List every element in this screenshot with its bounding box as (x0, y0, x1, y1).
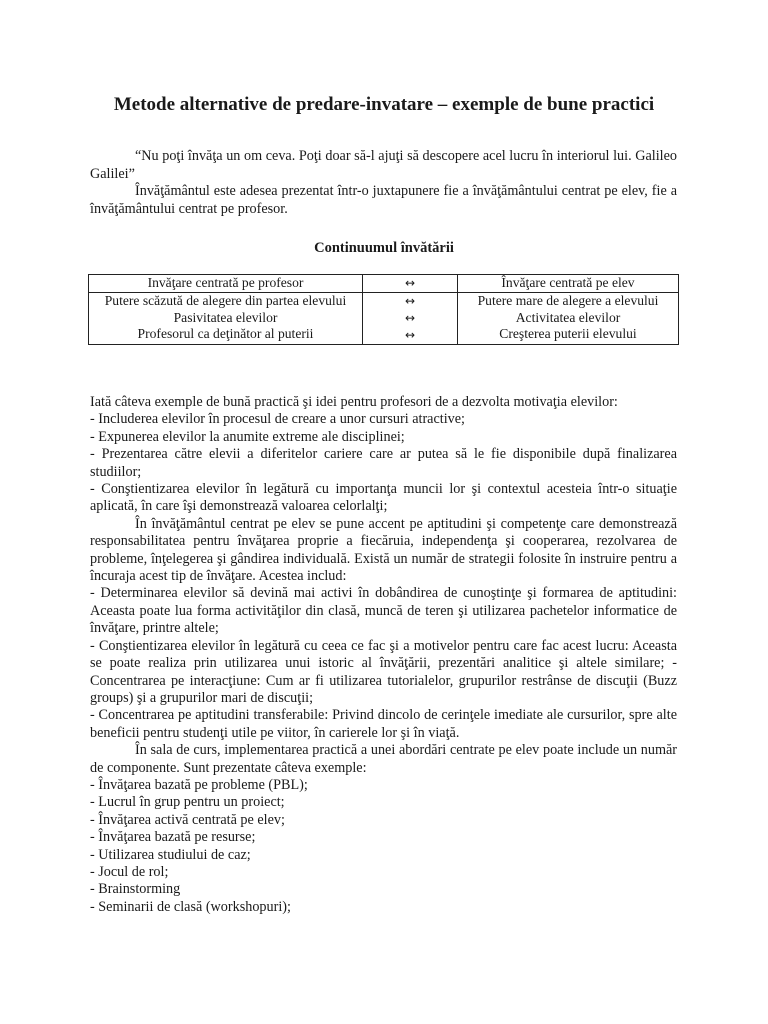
intro-paragraph: Învăţământul este adesea prezentat într-o juxtapunere fie a învăţământului centrat pe elev, fie a învăţământului centrat pe profesor. (90, 183, 677, 217)
quote-paragraph: “Nu poţi învăţa un om ceva. Poţi doar să-l ajuţi să descopere acel lucru în interiorul lui. Galileo Galilei” (90, 148, 677, 182)
continuum-table (88, 274, 679, 345)
header-student-centered: Învăţare centrată pe elev (458, 275, 679, 293)
student-item: Activitatea elevilor (515, 309, 621, 325)
list-item: - Determinarea elevilor să devină mai activi în dobândirea de cunoştinţe şi formarea de aptitudini: Aceasta poate lua forma activităţilor din clasă, muncă de teren şi utilizarea pachetelor informatice de învăţare, printre altele; (90, 585, 677, 637)
student-centered-column (458, 293, 679, 345)
double-arrow-icon: ↔ (404, 294, 416, 308)
table-body-row (89, 293, 679, 345)
intro-section (90, 148, 677, 218)
list-item: - Învăţarea activă centrată pe elev; (90, 811, 285, 828)
student-item: Creşterea puterii elevului (499, 326, 637, 341)
arrow-column (363, 293, 458, 345)
teacher-item: Putere scăzută de alegere din partea elevului (104, 293, 347, 308)
list-item: - Prezentarea către elevii a diferitelor cariere care ar putea să le fie disponibile după finalizarea studiilor; (90, 446, 677, 480)
list-item: - Utilizarea studiului de caz; (90, 846, 251, 863)
double-arrow-icon: ↔ (404, 311, 416, 325)
list-item: - Învăţarea bazată pe probleme (PBL); (90, 776, 308, 793)
list-item: - Lucrul în grup pentru un proiect; (90, 794, 285, 811)
list-item: - Conştientizarea elevilor în legătură cu importanţa muncii lor şi contextul acesteia într-o situaţie aplicată, în care îşi demonstrează valoarea celorlalţi; (90, 481, 677, 515)
list-item: - Seminarii de clasă (workshopuri); (90, 898, 291, 915)
list-item: - Includerea elevilor în procesul de creare a unor cursuri atractive; (90, 411, 465, 428)
body-paragraph: În învăţământul centrat pe elev se pune accent pe aptitudini şi competenţe care demonstrează responsabilitatea pentru învăţarea proprie a fiecăruia, independenţa şi cooperarea, rezolvarea de probleme, înţelegerea şi gândirea individuală. Există un număr de strategii folosite în instruire pentru a încuraja acest tip de învăţare. Acestea includ: (90, 515, 677, 585)
header-arrow (363, 275, 458, 293)
body-paragraph: În sala de curs, implementarea practică a unei abordări centrate pe elev poate include un număr de componente. Sunt prezentate câteva exemple: (90, 742, 677, 776)
body-section (90, 394, 677, 916)
teacher-item: Pasivitatea elevilor (173, 309, 278, 325)
double-arrow-icon: ↔ (404, 276, 416, 290)
table-header-row (89, 275, 679, 293)
teacher-item: Profesorul ca deţinător al puterii (137, 326, 314, 341)
list-item: - Conştientizarea elevilor în legătură cu ceea ce fac şi a motivelor pentru care fac acest lucru: Aceasta se poate realiza prin utilizarea unui istoric al învăţării, prezentări analitice şi altele similare; - Concentrarea pe interacţiune: Cum ar fi utilizarea tutorialelor, grupurilor restrânse de discuţii (Buzz groups) şi a grupurilor mari de discuţii; (90, 637, 677, 706)
student-item: Putere mare de alegere a elevului (477, 293, 659, 308)
double-arrow-icon: ↔ (404, 328, 416, 342)
teacher-centered-column (89, 293, 363, 345)
list-item: - Concentrarea pe aptitudini transferabile: Privind dincolo de cerinţele imediate ale cursurilor, spre alte beneficii pentru studenţi utile pe viitor, în carierele lor şi în viaţă. (90, 707, 677, 741)
list-item: - Expunerea elevilor la anumite extreme ale disciplinei; (90, 428, 405, 445)
header-teacher-centered: Invăţare centrată pe profesor (89, 275, 363, 293)
list-item: - Învăţarea bazată pe resurse; (90, 829, 256, 846)
body-paragraph: Iată câteva exemple de bună practică şi idei pentru profesori de a dezvolta motivaţia elevilor: (90, 394, 618, 410)
document-title: Metode alternative de predare-invatare – exemple de bune practici (113, 94, 655, 115)
list-item: - Brainstorming (90, 881, 181, 898)
list-item: - Jocul de rol; (90, 863, 169, 880)
table-heading: Continuumul învătării (314, 240, 454, 256)
